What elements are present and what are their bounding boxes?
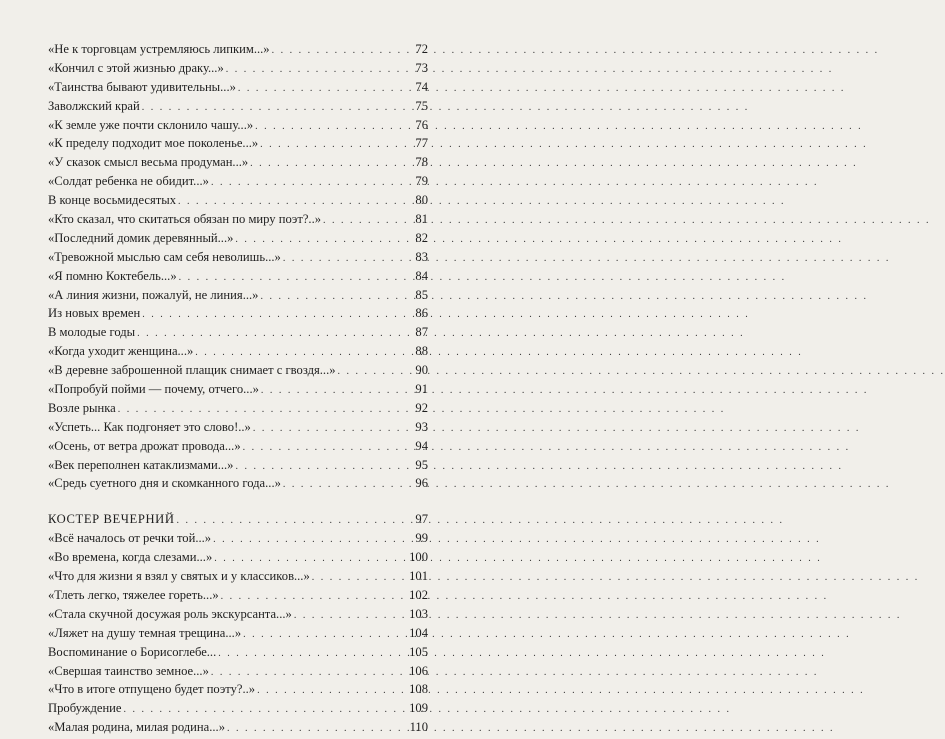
entry-title: «У сказок смысл весьма продуман...» <box>48 155 249 170</box>
toc-entry <box>48 699 428 718</box>
entry-title: «Не к торговцам устремляюсь липким...» <box>48 42 270 56</box>
table-of-contents <box>48 40 428 737</box>
entry-title: Заволжский край <box>48 98 140 113</box>
entry-title: «Во времена, когда слезами...» <box>48 550 213 565</box>
entry-page-number: 90 <box>415 363 428 378</box>
entry-page-number: 80 <box>415 193 428 208</box>
section-title: КОСТЕР ВЕЧЕРНИЙ <box>48 512 175 527</box>
toc-entry <box>48 662 428 681</box>
entry-page-number: 105 <box>409 644 428 659</box>
entry-title: «Малая родина, милая родина...» <box>48 720 225 735</box>
entry-page-number: 84 <box>415 268 428 283</box>
entry-title: «Последний домик деревянный...» <box>48 230 234 245</box>
entry-title: Пробуждение <box>48 701 122 716</box>
toc-entry <box>48 59 428 78</box>
entry-page-number: 104 <box>409 625 428 640</box>
toc-entry <box>48 248 428 267</box>
entry-title: В конце восьмидесятых <box>48 193 177 208</box>
entry-page-number: 73 <box>415 60 428 75</box>
entry-title: «Кто сказал, что скитаться обязан по миру поэт?..» <box>48 212 322 227</box>
entry-title: «К пределу подходит мое поколенье...» <box>48 136 259 151</box>
toc-entry <box>48 286 428 305</box>
entry-page-number: 78 <box>415 155 428 170</box>
entry-title: «Я помню Коктебель...» <box>48 268 177 283</box>
entry-page-number: 72 <box>415 42 428 56</box>
toc-section-1 <box>48 40 428 493</box>
toc-entry <box>48 718 428 737</box>
dot-leader <box>283 476 402 495</box>
section-heading <box>48 510 428 529</box>
entry-title: «А линия жизни, пожалуй, не линия...» <box>48 287 259 302</box>
entry-page-number: 85 <box>415 287 428 302</box>
entry-page-number: 102 <box>409 587 428 602</box>
entry-title: «Солдат ребенка не обидит...» <box>48 174 209 189</box>
toc-entry <box>48 380 428 399</box>
entry-page-number: 87 <box>415 325 428 340</box>
entry-page-number: 81 <box>415 212 428 227</box>
entry-title: «Свершая таинство земное...» <box>48 663 209 678</box>
toc-entry <box>48 437 428 456</box>
toc-entry <box>48 456 428 475</box>
entry-title: «Ляжет на душу темная трещина...» <box>48 625 242 640</box>
entry-title: «Когда уходит женщина...» <box>48 344 194 359</box>
entry-title: «Осень, от ветра дрожат провода...» <box>48 438 241 453</box>
entry-page-number: 76 <box>415 117 428 132</box>
entry-page-number: 94 <box>415 438 428 453</box>
toc-entry <box>48 567 428 586</box>
toc-entry <box>48 323 428 342</box>
entry-title: «Попробуй пойми — почему, отчего...» <box>48 382 259 397</box>
entry-page-number: 110 <box>409 720 428 735</box>
toc-entry <box>48 40 428 59</box>
toc-entry <box>48 97 428 116</box>
entry-title: «Что в итоге отпущено будет поэту?..» <box>48 682 256 697</box>
dot-leader <box>227 720 402 739</box>
toc-entry <box>48 624 428 643</box>
toc-entry <box>48 191 428 210</box>
toc-entry <box>48 529 428 548</box>
entry-title: «Кончил с этой жизнью драку...» <box>48 60 224 75</box>
toc-entry <box>48 361 428 380</box>
entry-page-number: 74 <box>415 79 428 94</box>
toc-entry <box>48 586 428 605</box>
entry-page-number: 109 <box>409 701 428 716</box>
toc-entry <box>48 304 428 323</box>
entry-title: «Таинства бывают удивительны...» <box>48 79 236 94</box>
entry-page-number: 79 <box>415 174 428 189</box>
entry-title: Воспоминание о Борисоглебе... <box>48 644 217 659</box>
toc-entry <box>48 418 428 437</box>
toc-entry <box>48 399 428 418</box>
section-gap <box>48 493 428 510</box>
entry-title: «Стала скучной досужая роль экскурсанта...» <box>48 606 292 621</box>
book-page <box>0 0 450 735</box>
entry-page-number: 108 <box>409 682 428 697</box>
entry-title: Возле рынка <box>48 400 116 415</box>
entry-title: «Что для жизни я взял у святых и у классиков...» <box>48 569 310 584</box>
entry-page-number: 103 <box>409 606 428 621</box>
toc-entry <box>48 474 428 493</box>
entry-page-number: 91 <box>415 382 428 397</box>
toc-entry <box>48 78 428 97</box>
toc-entry <box>48 116 428 135</box>
toc-entry <box>48 548 428 567</box>
entry-page-number: 99 <box>415 531 428 546</box>
toc-entry <box>48 342 428 361</box>
entry-page-number: 100 <box>409 550 428 565</box>
entry-page-number: 93 <box>415 419 428 434</box>
toc-entry <box>48 229 428 248</box>
entry-page-number: 101 <box>409 569 428 584</box>
entry-title: «Тревожной мыслью сам себя неволишь...» <box>48 249 281 264</box>
toc-entry <box>48 153 428 172</box>
entry-title: «В деревне заброшенной плащик снимает с гвоздя...» <box>48 363 336 378</box>
entry-page-number: 88 <box>415 344 428 359</box>
toc-entry <box>48 643 428 662</box>
toc-entry <box>48 267 428 286</box>
entry-title: «Успеть... Как подгоняет это слово!..» <box>48 419 251 434</box>
toc-section-2 <box>48 529 428 737</box>
entry-page-number: 86 <box>415 306 428 321</box>
toc-entry <box>48 680 428 699</box>
toc-entry <box>48 605 428 624</box>
toc-entry <box>48 210 428 229</box>
toc-entry <box>48 172 428 191</box>
entry-page-number: 77 <box>415 136 428 151</box>
entry-page-number: 95 <box>415 457 428 472</box>
entry-page-number: 83 <box>415 249 428 264</box>
entry-page-number: 106 <box>409 663 428 678</box>
entry-page-number: 96 <box>415 476 428 491</box>
entry-title: В молодые годы <box>48 325 136 340</box>
entry-page-number: 82 <box>415 230 428 245</box>
entry-title: «Средь суетного дня и скомканного года...» <box>48 476 281 491</box>
toc-entry <box>48 134 428 153</box>
entry-title: «Всё началось от речки той...» <box>48 531 212 546</box>
section-page-number: 97 <box>415 512 428 527</box>
entry-title: Из новых времен <box>48 306 141 321</box>
entry-title: «Тлеть легко, тяжелее гореть...» <box>48 587 219 602</box>
entry-page-number: 75 <box>415 98 428 113</box>
entry-page-number: 92 <box>415 400 428 415</box>
entry-title: «К земле уже почти склонило чашу...» <box>48 117 254 132</box>
entry-title: «Век переполнен катаклизмами...» <box>48 457 234 472</box>
